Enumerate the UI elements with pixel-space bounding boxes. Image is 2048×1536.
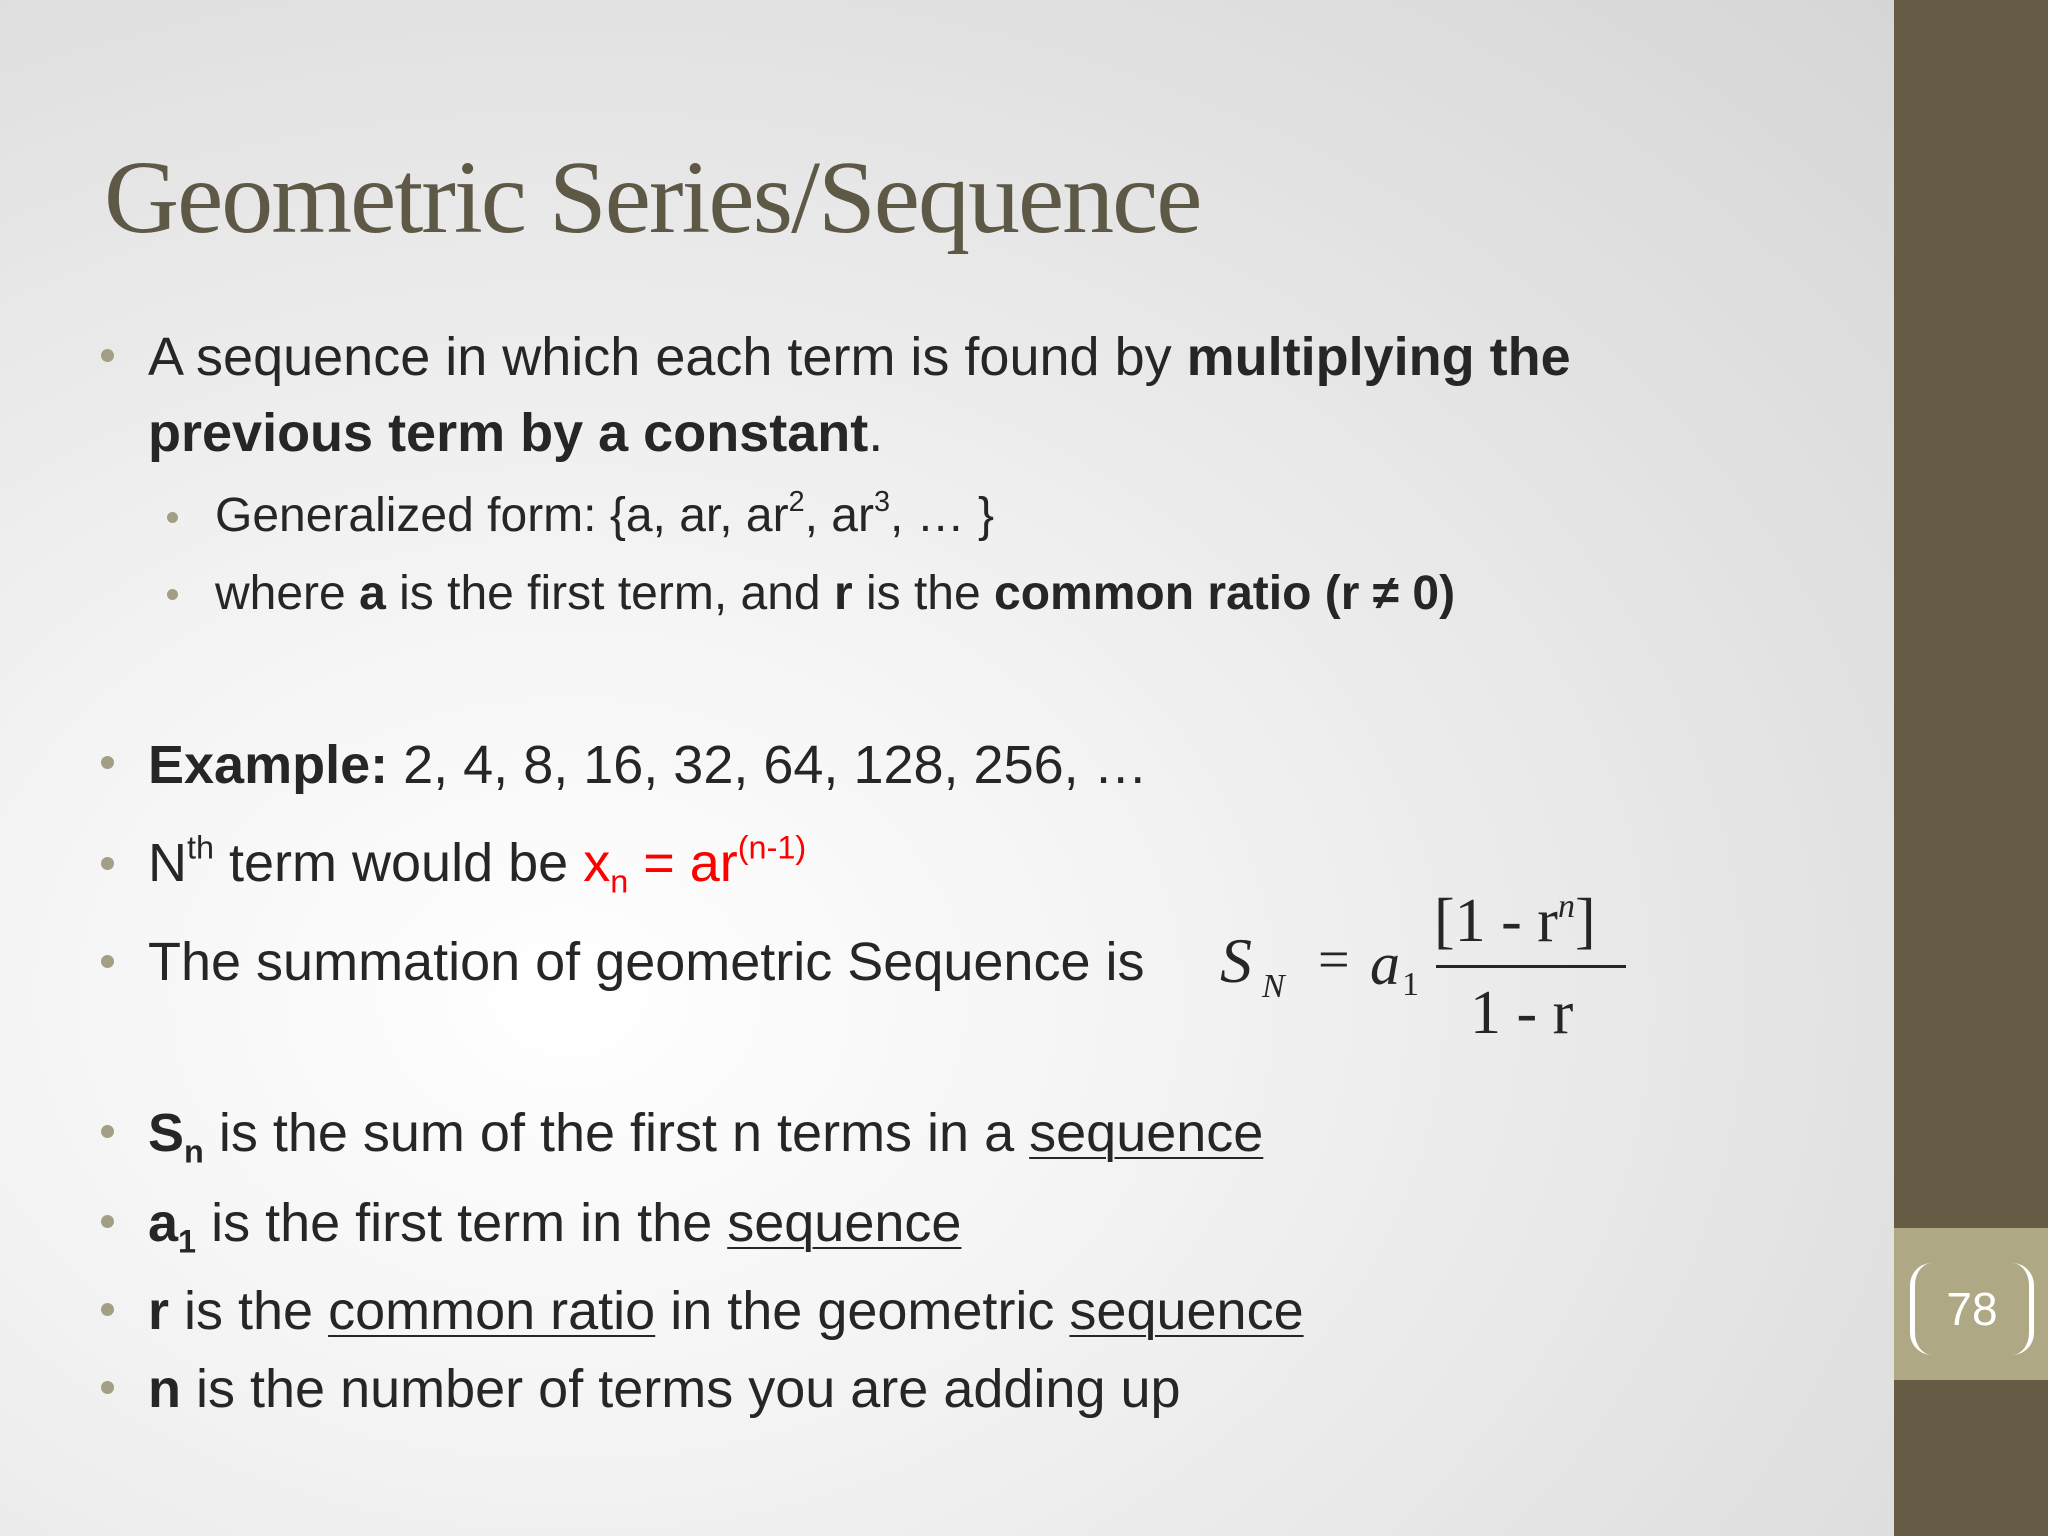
sub-bullet-icon <box>167 512 178 523</box>
bullet-icon <box>101 1215 114 1228</box>
link-sequence[interactable]: sequence <box>1029 1103 1264 1163</box>
generalized-form: Generalized form: {a, ar, $ar^2$, $ar^3$, … } <box>215 485 995 542</box>
fraction-bar <box>1436 965 1626 968</box>
formula-S: S <box>1220 925 1252 996</box>
slide-title: Geometric Series/Sequence <box>104 140 1201 255</box>
formula-a: a <box>1370 931 1400 997</box>
bullet-icon <box>101 1125 114 1138</box>
definition-a1: $a_1$ is the first term in the sequence <box>148 1193 962 1260</box>
bullet-icon <box>101 955 114 968</box>
example-line: Example: 2, 4, 8, 16, 32, 64, 128, 256, … <box>148 735 1148 795</box>
formula-a-subscript: 1 <box>1402 966 1419 1003</box>
formula-denominator: 1 - r <box>1470 979 1574 1047</box>
nth-term-line: $N^{th}$ term would be $x_n = ar^{(n-1)}$ <box>148 829 807 900</box>
bullet-icon <box>101 756 114 769</box>
definition-sn: $S_n$ is the sum of the first n terms in a sequence <box>148 1103 1264 1170</box>
bullet-icon <box>101 349 114 362</box>
definition-r: r is the common ratio in the geometric sequence <box>148 1281 1304 1341</box>
where-line: where a is the first term, and r is the common ratio (r ≠ 0) <box>215 567 1456 620</box>
bullet-definition-line-2: previous term by a constant. <box>148 403 884 463</box>
definition-n: n is the number of terms you are adding up <box>148 1359 1181 1419</box>
bullet-definition-line-1: A sequence in which each term is found by multiplying the <box>148 327 1571 387</box>
sub-bullet-icon <box>167 589 178 600</box>
formula-equals: = <box>1318 929 1350 991</box>
page-number: 78 <box>1910 1263 2034 1355</box>
formula-numerator: $[1 - r^n]$ <box>1434 887 1596 955</box>
bullet-icon <box>101 1303 114 1316</box>
bullet-icon <box>101 857 114 870</box>
formula-N: N <box>1262 968 1285 1005</box>
link-common-ratio[interactable]: common ratio <box>328 1281 656 1341</box>
summation-text: The summation of geometric Sequence is <box>148 932 1145 992</box>
link-sequence[interactable]: sequence <box>1069 1281 1304 1341</box>
link-sequence[interactable]: sequence <box>727 1193 962 1253</box>
bullet-icon <box>101 1381 114 1394</box>
